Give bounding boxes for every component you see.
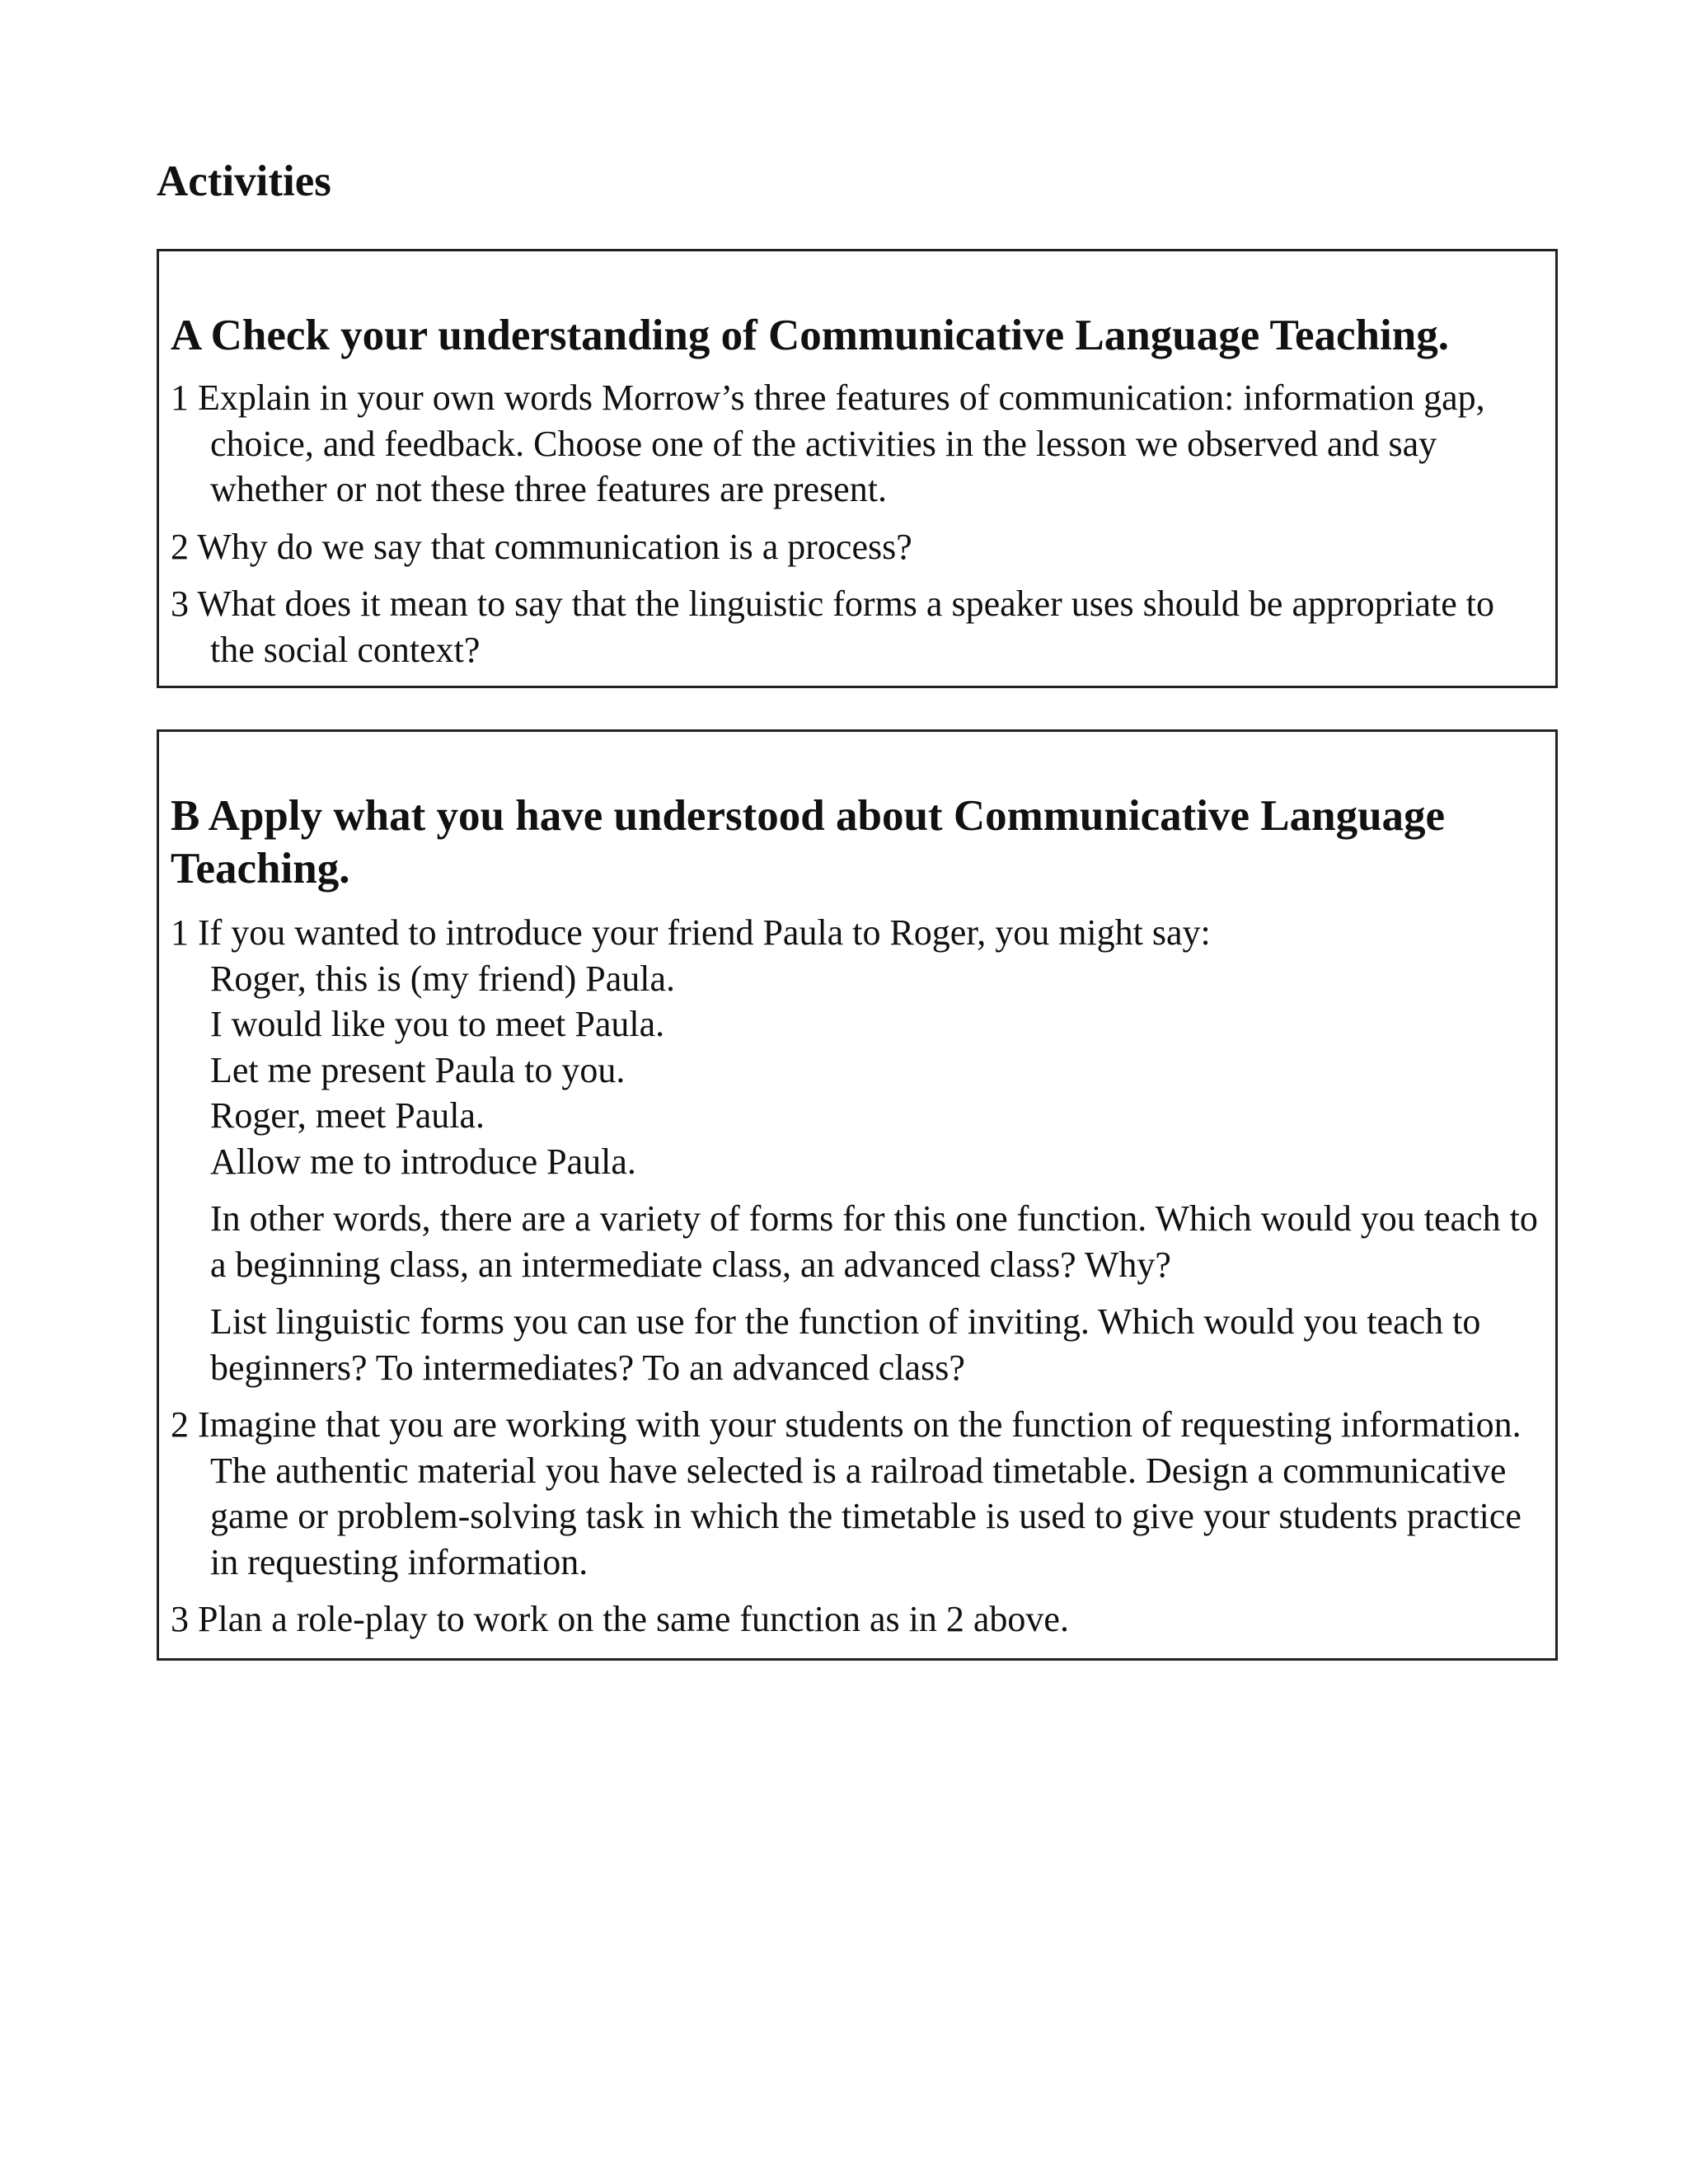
- section-b-box: [157, 729, 1558, 1661]
- section-b-item-1: 1 If you wanted to introduce your friend Paula to Roger, you might say:: [171, 912, 1211, 953]
- section-b-heading: B Apply what you have understood about Communicative Language Teaching.: [171, 792, 1446, 893]
- section-b-item-2: 2 Imagine that you are working with your students on the function of requesting information. The authentic material you have selected is a railroad timetable. Design a communicative game or problem-solving task in which the timetable is used to give your students practice in requesting information.: [171, 1404, 1522, 1582]
- example-line: Let me present Paula to you.: [210, 1049, 626, 1090]
- section-b-item-1-paragraph-2: List linguistic forms you can use for the function of inviting. Which would you teach to beginners? To intermediates? To an advanced class?: [210, 1301, 1481, 1388]
- section-b-item-1-paragraph-1: In other words, there are a variety of forms for this one function. Which would you teach to a beginning class, an intermediate class, an advanced class? Why?: [210, 1198, 1538, 1285]
- page-title: Activities: [157, 157, 331, 205]
- section-a-heading: A Check your understanding of Communicative Language Teaching.: [171, 312, 1449, 359]
- section-a-item-3: 3 What does it mean to say that the linguistic forms a speaker uses should be appropriate to the social context?: [171, 583, 1495, 670]
- section-a-box: [157, 249, 1558, 688]
- section-a-item-1: 1 Explain in your own words Morrow’s three features of communication: information gap, choice, and feedback. Choose one of the activities in the lesson we observed and say whether or not these three features are present.: [171, 377, 1485, 509]
- example-line: I would like you to meet Paula.: [210, 1004, 665, 1044]
- example-line: Roger, meet Paula.: [210, 1095, 485, 1136]
- section-a-item-2: 2 Why do we say that communication is a process?: [171, 526, 912, 567]
- section-b-item-3: 3 Plan a role-play to work on the same function as in 2 above.: [171, 1599, 1069, 1639]
- example-line: Roger, this is (my friend) Paula.: [210, 958, 676, 999]
- example-line: Allow me to introduce Paula.: [210, 1141, 636, 1182]
